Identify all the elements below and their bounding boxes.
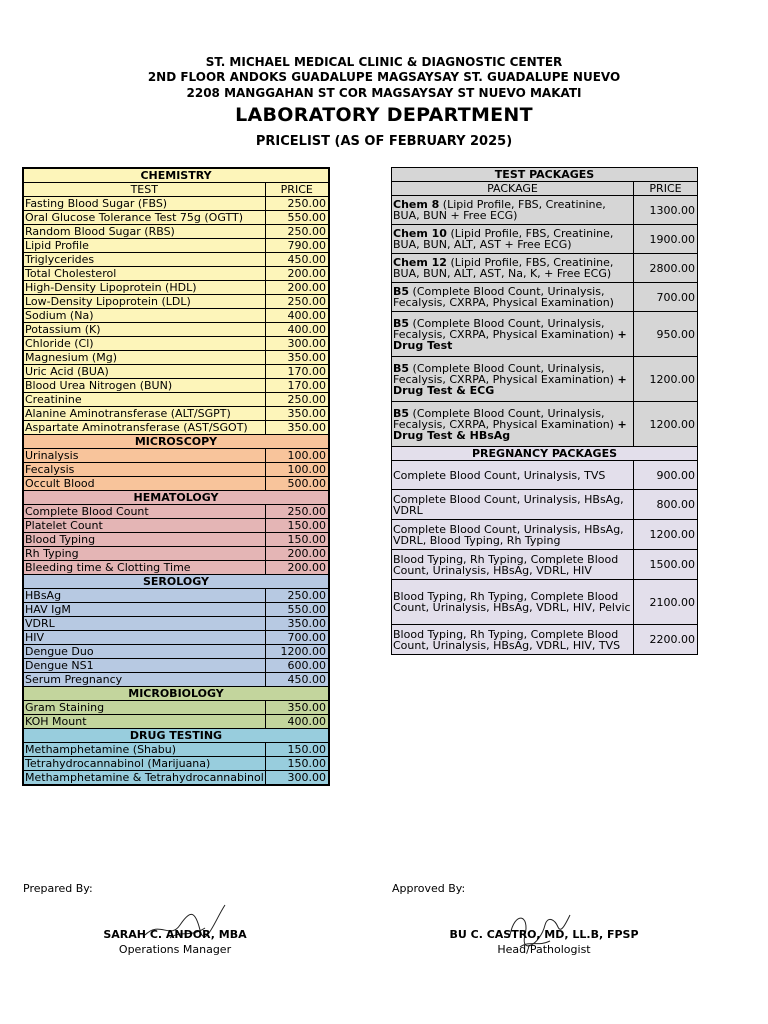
approved-by-name: BU C. CASTRO, MD, LL.B, FPSP [449, 928, 639, 941]
test-price: 150.00 [265, 743, 329, 757]
package-description [392, 254, 634, 283]
table-row [23, 407, 329, 421]
prepared-by-name: SARAH C. ANDOR, MBA [103, 928, 247, 941]
section-title: MICROSCOPY [23, 435, 329, 449]
package-description [392, 402, 634, 447]
table-row [23, 379, 329, 393]
test-price: 200.00 [265, 267, 329, 281]
test-name: Lipid Profile [23, 239, 265, 253]
pregnancy-package-price: 800.00 [634, 490, 698, 520]
table-row [23, 533, 329, 547]
package-code: B5 [393, 406, 410, 420]
test-price: 100.00 [265, 463, 329, 477]
table-row [23, 757, 329, 771]
table-row [23, 743, 329, 757]
test-name: Complete Blood Count [23, 505, 265, 519]
table-row [23, 673, 329, 687]
test-price: 350.00 [265, 351, 329, 365]
tests-price-table [22, 167, 330, 786]
table-row [23, 323, 329, 337]
section-header-row [23, 435, 329, 449]
table-row [23, 365, 329, 379]
section-header-row [23, 491, 329, 505]
test-name: Potassium (K) [23, 323, 265, 337]
table-row [23, 701, 329, 715]
test-name: High-Density Lipoprotein (HDL) [23, 281, 265, 295]
test-name: Urinalysis [23, 449, 265, 463]
test-name: Aspartate Aminotransferase (AST/SGOT) [23, 421, 265, 435]
table-row [23, 463, 329, 477]
package-description [392, 312, 634, 357]
column-header-package: PACKAGE [392, 182, 634, 196]
pregnancy-package-price: 1500.00 [634, 550, 698, 580]
test-price: 150.00 [265, 757, 329, 771]
table-row [23, 421, 329, 435]
pregnancy-package-row [392, 580, 698, 625]
package-contents: (Lipid Profile, FBS, Creatinine, BUA, BUN, ALT, AST, Na, K, + Free ECG) [393, 256, 614, 280]
test-price: 400.00 [265, 715, 329, 729]
test-name: Oral Glucose Tolerance Test 75g (OGTT) [23, 211, 265, 225]
test-price: 350.00 [265, 407, 329, 421]
section-header-row [23, 168, 329, 183]
test-price: 550.00 [265, 211, 329, 225]
test-price: 600.00 [265, 659, 329, 673]
table-row [23, 253, 329, 267]
pregnancy-package-price: 1200.00 [634, 520, 698, 550]
package-price: 2800.00 [634, 254, 698, 283]
test-price: 250.00 [265, 225, 329, 239]
package-price: 1200.00 [634, 357, 698, 402]
test-name: Rh Typing [23, 547, 265, 561]
table-row [23, 477, 329, 491]
test-name: Platelet Count [23, 519, 265, 533]
pregnancy-package-price: 900.00 [634, 461, 698, 490]
test-name: Dengue Duo [23, 645, 265, 659]
test-price: 500.00 [265, 477, 329, 491]
package-row [392, 225, 698, 254]
test-price: 200.00 [265, 281, 329, 295]
package-price: 1200.00 [634, 402, 698, 447]
test-name: Occult Blood [23, 477, 265, 491]
section-header-row [392, 168, 698, 182]
test-price: 100.00 [265, 449, 329, 463]
test-name: Low-Density Lipoprotein (LDL) [23, 295, 265, 309]
table-row [23, 505, 329, 519]
table-row [23, 337, 329, 351]
test-name: Bleeding time & Clotting Time [23, 561, 265, 575]
package-code: Chem 10 [393, 227, 447, 240]
test-price: 400.00 [265, 309, 329, 323]
package-contents: (Complete Blood Count, Urinalysis, Fecalysis, CXRPA, Physical Examination) [393, 361, 618, 386]
pregnancy-package-row [392, 461, 698, 490]
section-header-row [392, 447, 698, 461]
test-name: Random Blood Sugar (RBS) [23, 225, 265, 239]
test-name: Sodium (Na) [23, 309, 265, 323]
test-name: HAV IgM [23, 603, 265, 617]
pregnancy-package-row [392, 625, 698, 655]
table-row [23, 603, 329, 617]
package-contents: (Lipid Profile, FBS, Creatinine, BUA, BUN, ALT, AST + Free ECG) [393, 227, 614, 251]
package-contents: (Complete Blood Count, Urinalysis, Fecalysis, CXRPA, Physical Examination) [393, 316, 618, 341]
test-name: Total Cholesterol [23, 267, 265, 281]
pregnancy-package-price: 2200.00 [634, 625, 698, 655]
test-price: 150.00 [265, 519, 329, 533]
pregnancy-package-description: Blood Typing, Rh Typing, Complete Blood Count, Urinalysis, HBsAg, VDRL, HIV, Pelvic [392, 580, 634, 625]
table-row [23, 631, 329, 645]
package-description [392, 283, 634, 312]
package-code: B5 [393, 316, 410, 330]
test-price: 250.00 [265, 393, 329, 407]
section-title: SEROLOGY [23, 575, 329, 589]
test-price: 350.00 [265, 421, 329, 435]
test-price: 250.00 [265, 197, 329, 211]
package-row [392, 196, 698, 225]
test-price: 450.00 [265, 673, 329, 687]
test-price: 250.00 [265, 295, 329, 309]
approved-by-label: Approved By: [392, 882, 466, 895]
package-code: B5 [393, 361, 410, 375]
package-addon: + Drug Test & ECG [393, 372, 627, 397]
test-name: Fasting Blood Sugar (FBS) [23, 197, 265, 211]
package-contents: (Complete Blood Count, Urinalysis, Fecalysis, CXRPA, Physical Examination) [393, 285, 614, 309]
table-row [23, 281, 329, 295]
package-row [392, 283, 698, 312]
table-row [23, 211, 329, 225]
package-code: Chem 8 [393, 198, 440, 211]
section-title: MICROBIOLOGY [23, 687, 329, 701]
approved-by-title: Head/Pathologist [497, 943, 591, 956]
clinic-address-line2: 2208 MANGGAHAN ST COR MAGSAYSAY ST NUEVO MAKATI [186, 86, 582, 100]
package-description [392, 357, 634, 402]
test-name: HIV [23, 631, 265, 645]
pregnancy-package-description: Blood Typing, Rh Typing, Complete Blood Count, Urinalysis, HBsAg, VDRL, HIV [392, 550, 634, 580]
pregnancy-package-price: 2100.00 [634, 580, 698, 625]
clinic-address-line1: 2ND FLOOR ANDOKS GUADALUPE MAGSAYSAY ST. GUADALUPE NUEVO [147, 70, 621, 84]
test-name: Serum Pregnancy [23, 673, 265, 687]
test-name: Gram Staining [23, 701, 265, 715]
column-header-row [23, 183, 329, 197]
table-row [23, 351, 329, 365]
test-name: Methamphetamine & Tetrahydrocannabinol [25, 771, 264, 784]
section-title: TEST PACKAGES [392, 168, 698, 182]
test-name: HBsAg [23, 589, 265, 603]
test-price: 450.00 [265, 253, 329, 267]
section-title: HEMATOLOGY [23, 491, 329, 505]
column-header-price: PRICE [634, 182, 698, 196]
test-name: Magnesium (Mg) [23, 351, 265, 365]
table-row [23, 715, 329, 729]
pregnancy-package-row [392, 520, 698, 550]
test-price: 550.00 [265, 603, 329, 617]
package-row [392, 312, 698, 357]
table-row [23, 295, 329, 309]
test-name: Dengue NS1 [23, 659, 265, 673]
package-code: B5 [393, 285, 410, 298]
test-name: KOH Mount [23, 715, 265, 729]
package-row [392, 402, 698, 447]
table-row [23, 561, 329, 575]
test-price: 250.00 [265, 505, 329, 519]
test-price: 200.00 [265, 547, 329, 561]
table-row [23, 197, 329, 211]
section-header-row [23, 575, 329, 589]
test-price: 170.00 [265, 365, 329, 379]
test-name: Chloride (Cl) [23, 337, 265, 351]
package-contents: (Lipid Profile, FBS, Creatinine, BUA, BUN + Free ECG) [393, 198, 606, 222]
pregnancy-package-row [392, 550, 698, 580]
test-price: 150.00 [265, 533, 329, 547]
test-price: 1200.00 [265, 645, 329, 659]
pregnancy-package-description: Complete Blood Count, Urinalysis, HBsAg, VDRL [392, 490, 634, 520]
package-price: 700.00 [634, 283, 698, 312]
table-row [23, 617, 329, 631]
test-price: 400.00 [265, 323, 329, 337]
pregnancy-package-row [392, 490, 698, 520]
column-header-test: TEST [23, 183, 265, 197]
pricelist-title: PRICELIST (AS OF FEBRUARY 2025) [255, 134, 513, 149]
column-header-row [392, 182, 698, 196]
test-price: 790.00 [265, 239, 329, 253]
table-row [23, 547, 329, 561]
prepared-by-label: Prepared By: [23, 882, 93, 895]
table-row [23, 659, 329, 673]
table-row [23, 519, 329, 533]
table-row [23, 267, 329, 281]
table-row [23, 309, 329, 323]
section-title: CHEMISTRY [23, 168, 329, 183]
packages-price-table [391, 167, 698, 655]
pregnancy-package-description: Blood Typing, Rh Typing, Complete Blood Count, Urinalysis, HBsAg, VDRL, HIV, TVS [392, 625, 634, 655]
test-price: 200.00 [265, 561, 329, 575]
table-row [23, 449, 329, 463]
department-title: LABORATORY DEPARTMENT [235, 104, 533, 126]
table-row [23, 589, 329, 603]
test-name: Triglycerides [23, 253, 265, 267]
package-price: 1900.00 [634, 225, 698, 254]
test-name: Blood Urea Nitrogen (BUN) [23, 379, 265, 393]
test-name: Fecalysis [23, 463, 265, 477]
section-title: PREGNANCY PACKAGES [392, 447, 698, 461]
pregnancy-package-description: Complete Blood Count, Urinalysis, HBsAg, VDRL, Blood Typing, Rh Typing [392, 520, 634, 550]
pregnancy-package-description: Complete Blood Count, Urinalysis, TVS [392, 461, 634, 490]
test-name: Blood Typing [23, 533, 265, 547]
test-name: Alanine Aminotransferase (ALT/SGPT) [23, 407, 265, 421]
package-price: 950.00 [634, 312, 698, 357]
test-price: 700.00 [265, 631, 329, 645]
table-row [23, 645, 329, 659]
prepared-by-title: Operations Manager [118, 943, 232, 956]
test-price: 350.00 [265, 617, 329, 631]
test-name: Methamphetamine (Shabu) [23, 743, 265, 757]
test-name: Uric Acid (BUA) [23, 365, 265, 379]
package-contents: (Complete Blood Count, Urinalysis, Fecalysis, CXRPA, Physical Examination) [393, 406, 618, 431]
package-row [392, 357, 698, 402]
clinic-name: ST. MICHAEL MEDICAL CLINIC & DIAGNOSTIC CENTER [205, 55, 563, 69]
package-row [392, 254, 698, 283]
test-price: 250.00 [265, 589, 329, 603]
test-price: 350.00 [265, 701, 329, 715]
test-name: Tetrahydrocannabinol (Marijuana) [23, 757, 265, 771]
package-code: Chem 12 [393, 256, 447, 269]
package-description [392, 225, 634, 254]
table-row [23, 771, 329, 786]
section-title: DRUG TESTING [23, 729, 329, 743]
test-price: 300.00 [265, 337, 329, 351]
test-name: VDRL [23, 617, 265, 631]
table-row [23, 239, 329, 253]
test-price: 170.00 [265, 379, 329, 393]
test-price: 300.00 [265, 771, 329, 786]
package-description [392, 196, 634, 225]
section-header-row [23, 687, 329, 701]
package-addon: + Drug Test [393, 327, 627, 352]
table-row [23, 393, 329, 407]
section-header-row [23, 729, 329, 743]
test-name: Creatinine [23, 393, 265, 407]
package-addon: + Drug Test & HBsAg [393, 417, 627, 442]
package-price: 1300.00 [634, 196, 698, 225]
column-header-price: PRICE [265, 183, 329, 197]
table-row [23, 225, 329, 239]
